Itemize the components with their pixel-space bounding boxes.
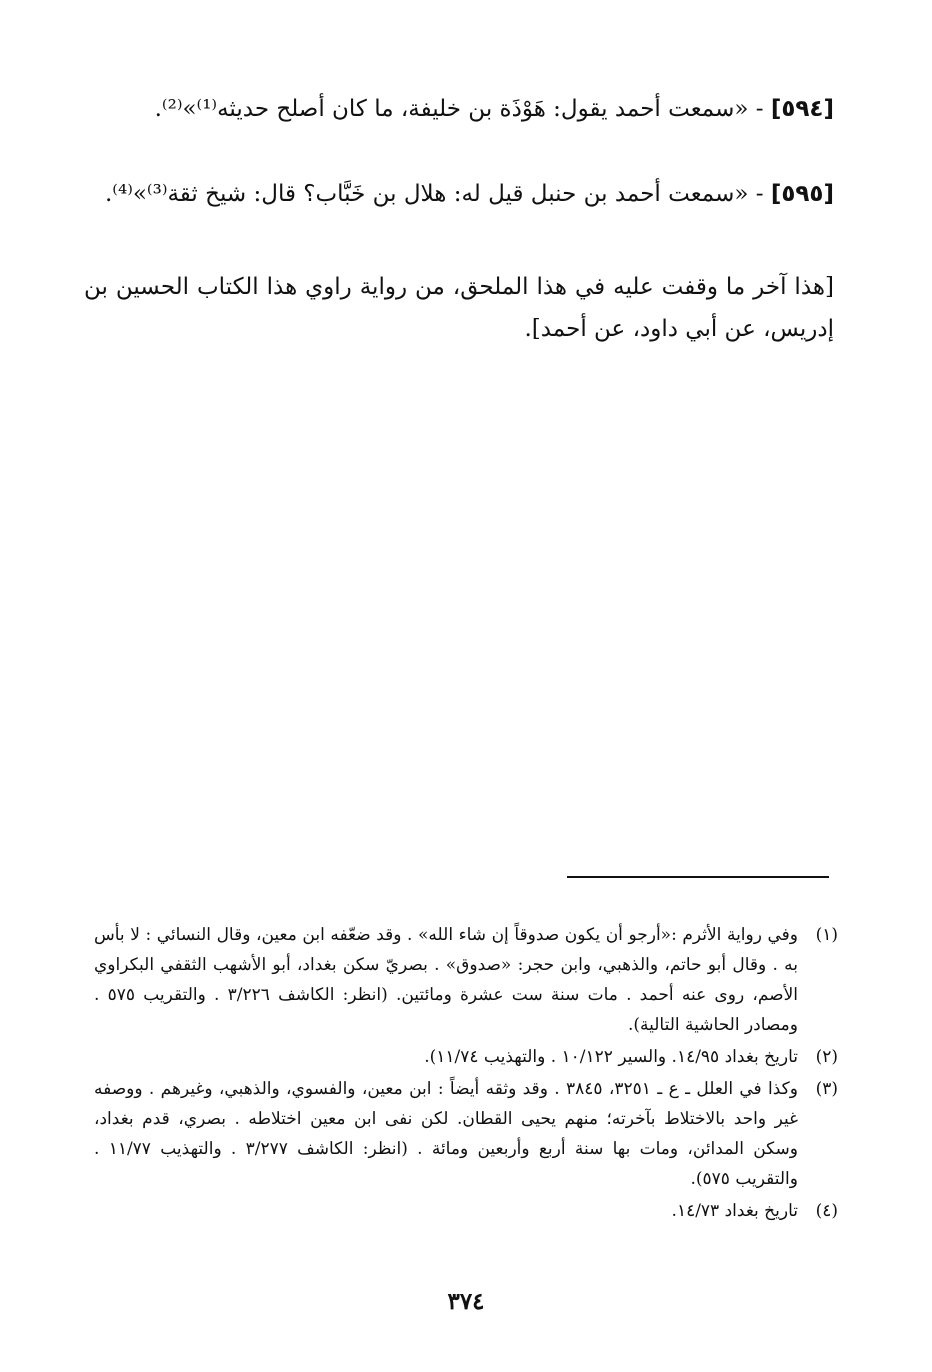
footnote-mark: (٢) bbox=[815, 1047, 838, 1067]
footnote-text: تاريخ بغداد ١٤/٩٥. والسير ١٠/١٢٢ . والتهذيب ١١/٧٤). bbox=[424, 1047, 798, 1067]
closing-note bbox=[84, 266, 834, 350]
footnote-separator bbox=[567, 876, 829, 878]
entry-number: [٥٩٥] bbox=[770, 181, 834, 207]
footnotes bbox=[94, 920, 838, 1228]
closing-note-text: [هذا آخر ما وقفت عليه في هذا الملحق، من رواية راوي هذا الكتاب الحسين بن إدريس، عن أبي داود، عن أحمد]. bbox=[84, 274, 834, 342]
entry-text: - «سمعت أحمد يقول: هَوْذَة بن خليفة، ما كان أصلح حديثه⁽¹⁾»⁽²⁾. bbox=[154, 96, 771, 122]
footnote-1 bbox=[94, 920, 838, 1040]
footnote-mark: (٤) bbox=[815, 1201, 838, 1221]
entry-text: - «سمعت أحمد بن حنبل قيل له: هلال بن خَبَّاب؟ قال: شيخ ثقة⁽³⁾»⁽⁴⁾. bbox=[105, 181, 771, 207]
page-number: ٣٧٤ bbox=[447, 1288, 485, 1315]
footnote-text: وكذا في العلل ـ ع ـ ٣٢٥١، ٣٨٤٥ . وقد وثقه أيضاً : ابن معين، والفسوي، والذهبي، وغيرهم . ووصفه غير واحد بالاختلاط بآخرته؛ منهم يحيى القطان. لكن نفى ابن معين اختلاطه . بصري، قدم بغداد، وسكن المدائن، ومات بها سنة أربع وأربعين ومائة . (انظر: الكاشف ٣/٢٧٧ . والتهذيب ١١/٧٧ . والتقريب ٥٧٥). bbox=[94, 1079, 798, 1189]
entry-594 bbox=[84, 88, 834, 130]
footnote-4 bbox=[94, 1196, 838, 1226]
footnote-text: وفي رواية الأثرم :«أرجو أن يكون صدوقاً إن شاء الله» . وقد ضعّفه ابن معين، وقال النسائي : لا بأس به . وقال أبو حاتم، والذهبي، وابن حجر: «صدوق» . بصريّ سكن بغداد، أبو الأشهب الثقفي البكراوي الأصم، روى عنه أحمد . مات سنة ست عشرة ومائتين. (انظر: الكاشف ٣/٢٢٦ . والتقريب ٥٧٥ . ومصادر الحاشية التالية). bbox=[94, 925, 799, 1035]
footnote-2 bbox=[94, 1042, 838, 1072]
entry-number: [٥٩٤] bbox=[770, 96, 834, 122]
footnote-3 bbox=[94, 1074, 838, 1194]
entry-595 bbox=[84, 173, 834, 215]
footnote-mark: (١) bbox=[815, 925, 838, 945]
footnote-mark: (٣) bbox=[815, 1079, 838, 1099]
footnote-text: تاريخ بغداد ١٤/٧٣. bbox=[671, 1201, 798, 1221]
